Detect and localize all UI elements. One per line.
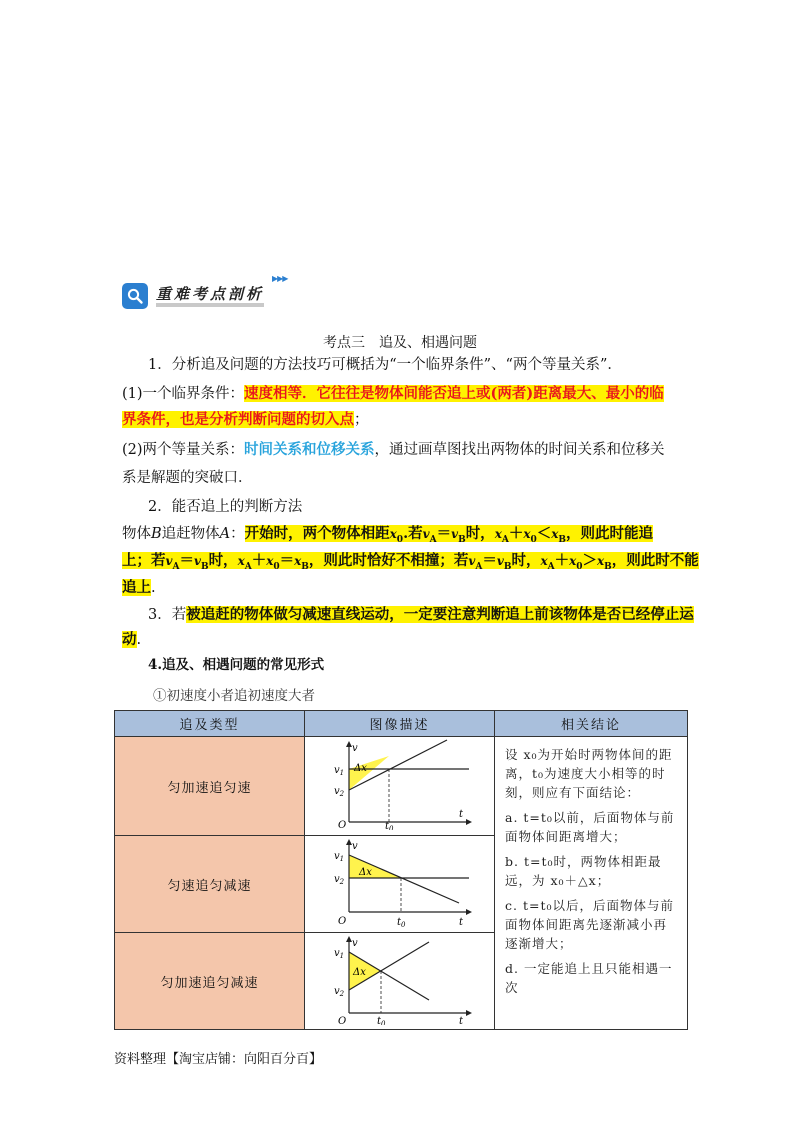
triple-arrow-icon: ▶▶▶	[272, 274, 288, 283]
subsection-1: ①初速度小者追初速度大者	[153, 688, 315, 704]
p5-lead: 物体	[122, 526, 151, 542]
svg-text:v: v	[351, 743, 358, 754]
svg-text:t: t	[458, 809, 463, 820]
p6-highlight-2: 动	[122, 631, 137, 648]
conclusion-a: a. t=t₀以前，后面物体与前面物体间距离增大；	[505, 810, 675, 844]
graph-cell	[305, 933, 495, 1030]
para-5-line3	[122, 578, 156, 598]
svg-text:O: O	[337, 916, 346, 927]
svg-text:v1: $v_1$	[333, 765, 344, 777]
svg-text:t0: $t_0$	[376, 1016, 385, 1025]
svg-text:v2: $v_2$	[333, 786, 344, 798]
para-6-line2	[122, 630, 141, 650]
svg-text:t0: $t_0$	[384, 821, 393, 830]
svg-text:t: t	[458, 917, 463, 928]
table-header-row	[115, 711, 688, 737]
kind-cell: 匀加速追匀减速	[115, 933, 305, 1030]
para-3-line1	[122, 440, 665, 460]
p5-highlight-1: 开始时，两个物体相距$x_0$.若$v_A=v_B$时，$x_A+x_0<x_B$，则此时能追	[244, 525, 654, 545]
svg-text:Δx: Δx	[358, 867, 372, 878]
para-3-rest: ，通过画草图找出两物体的时间关系和位移关	[374, 442, 665, 458]
badge-title: 重难考点剖析	[156, 285, 264, 307]
para-2-line1	[122, 384, 664, 404]
svg-text:t0: $t_0$	[396, 917, 405, 928]
para-5-line1	[122, 524, 653, 550]
para-2-prefix: (1)一个临界条件：	[122, 386, 245, 402]
section-badge	[122, 274, 288, 309]
conclusion-b: b. t=t₀时，两物体相距最远，为 x₀＋△x；	[505, 854, 662, 888]
p5-end: .	[151, 580, 156, 596]
p6-highlight-1: 被追赶的物体做匀减速直线运动，一定要注意判断追上前该物体是否已经停止运	[186, 606, 694, 623]
svg-text:t: t	[458, 1016, 463, 1025]
vt-graph-2	[325, 836, 475, 928]
p6-end: .	[136, 632, 142, 648]
svg-text:v1: $v_1$	[333, 948, 344, 960]
section-4-title: 4.追及、相遇问题的常见形式	[148, 657, 325, 673]
svg-text:O: O	[337, 820, 346, 830]
para-1: 1．分析追及问题的方法技巧可概括为“一个临界条件”、“两个等量关系”．	[148, 357, 622, 373]
p5-highlight-3: 追上	[122, 579, 151, 596]
header-cell: 相关结论	[495, 711, 688, 737]
p5-colon: ：	[230, 526, 245, 542]
table-row	[115, 737, 688, 836]
svg-text:v1: $v_1$	[333, 851, 344, 863]
footer-note: 资料整理【淘宝店铺：向阳百分百】	[114, 1052, 323, 1067]
svg-text:v: v	[351, 841, 358, 852]
para-2-suffix: ；	[354, 412, 369, 428]
svg-text:v2: $v_2$	[333, 986, 344, 998]
para-2-highlight-2: 界条件，也是分析判断问题的切入点	[122, 411, 354, 428]
conclusion-intro: 设 x₀为开始时两物体间的距离，t₀为速度大小相等的时刻，则应有下面结论：	[505, 747, 673, 800]
para-6-line1	[148, 605, 694, 625]
header-cell: 图像描述	[305, 711, 495, 737]
pursuit-table	[114, 710, 688, 1030]
para-2-line2	[122, 410, 369, 430]
p6-prefix: 3．若	[148, 607, 187, 623]
conclusion-c: c. t=t₀以后，后面物体与前面物体间距离先逐渐减小再逐渐增大；	[505, 898, 674, 951]
graph-cell	[305, 737, 495, 836]
conclusion-d: d. 一定能追上且只能相遇一次	[505, 961, 673, 995]
p5-a: A	[219, 526, 231, 542]
p5-highlight-2: 上；若$v_A=v_B$时，$x_A+x_0=x_B$，则此时恰好不相撞；若$v_A=v_B$时，$x_A+x_0>x_B$，则此时不能	[122, 552, 699, 572]
conclusion-cell	[495, 737, 688, 1030]
graph-cell	[305, 836, 495, 933]
svg-text:O: O	[337, 1016, 346, 1025]
para-3-line2: 系是解题的突破口．	[122, 470, 253, 486]
svg-text:v2: $v_2$	[333, 874, 344, 886]
svg-text:Δx: Δx	[352, 967, 366, 978]
svg-text:Δx: Δx	[353, 763, 367, 774]
search-icon	[122, 283, 148, 309]
section-title: 考点三 追及、相遇问题	[323, 335, 477, 351]
p5-mid: 追赶物体	[161, 526, 220, 542]
kind-cell: 匀加速追匀速	[115, 737, 305, 836]
vt-graph-1	[325, 738, 475, 830]
para-5-line2	[122, 551, 699, 577]
vt-graph-3	[325, 933, 475, 1025]
p5-b: B	[151, 526, 162, 542]
para-2-highlight-1: 速度相等．它往往是物体间能否追上或(两者)距离最大、最小的临	[244, 385, 664, 402]
svg-text:v: v	[351, 938, 358, 949]
para-3-blue: 时间关系和位移关系	[244, 441, 375, 458]
kind-cell: 匀速追匀减速	[115, 836, 305, 933]
header-cell: 追及类型	[115, 711, 305, 737]
para-3-prefix: (2)两个等量关系：	[122, 442, 245, 458]
para-4: 2．能否追上的判断方法	[148, 499, 303, 515]
